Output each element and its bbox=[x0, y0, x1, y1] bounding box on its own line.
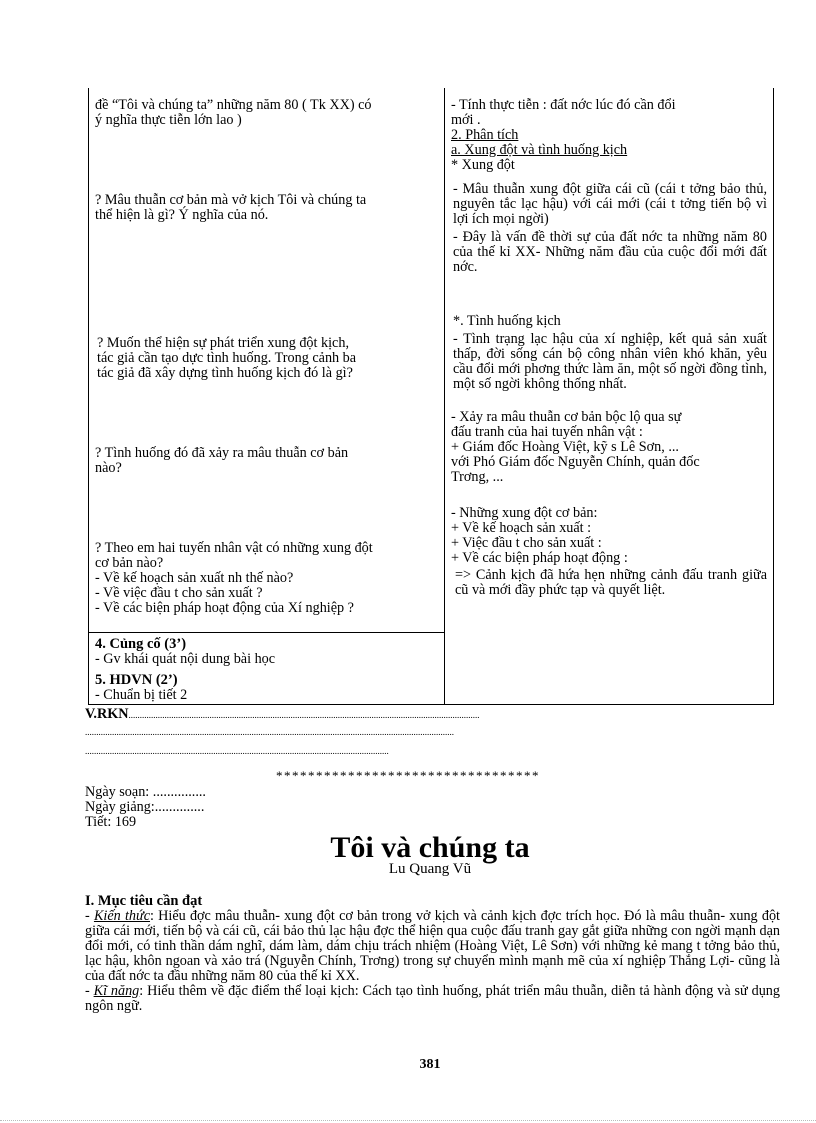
objectives-heading: I. Mục tiêu cần đạt bbox=[85, 893, 203, 909]
footer-rule bbox=[0, 1120, 816, 1121]
text-line: thể hiện là gì? Ý nghĩa của nó. bbox=[95, 207, 269, 223]
knowledge-paragraph: - Kiến thức: Hiểu đợc mâu thuẫn- xung đột cơ bản trong vở kịch và cảnh kịch đợc trích học. Đó là mâu thuẫn- xung đột giữa cái mới, tiến bộ và cái cũ, cái bảo thủ lạc hậu đợc thể hiện qua cuộc đấu tranh gay gắt giữa những con ngời mạnh dạn đổi mới, có tinh thần dám nghĩ, dám làm, dám chịu trách nhiệm (Hoàng Việt, Lê Sơn) với những kẻ mang t tởng bảo thủ, lạc hậu, khôn ngoan và xảo trá (Nguyễn Chính, Trơng) trong sự chuyển mình mạnh mẽ của xí nghiệp Thắng Lợi- cũng là của đất nớc ta đầu những năm 80 của thế kỉ XX. bbox=[85, 908, 780, 984]
right-basic-conflicts bbox=[451, 506, 769, 566]
objectives-section bbox=[85, 894, 780, 1014]
text-line: với Phó Giám đốc Nguyễn Chính, quản đốc bbox=[451, 454, 700, 470]
text-line: - Về việc đầu t cho sản xuất ? bbox=[95, 585, 263, 601]
right-conflict-text bbox=[453, 182, 767, 275]
date-prepared: Ngày soạn: ............... bbox=[85, 784, 206, 800]
text-line: - Về kế hoạch sản xuất nh thế nào? bbox=[95, 570, 294, 586]
text-paragraph: => Cảnh kịch đã hứa hẹn những cảnh đấu tranh giữa cũ và mới đầy phức tạp và quyết liệt. bbox=[455, 567, 767, 598]
table-middle-border bbox=[444, 88, 445, 705]
text-line: nào? bbox=[95, 460, 122, 476]
left-question-4 bbox=[95, 541, 440, 616]
text-paragraph: - Đây là vấn đề thời sự của đất nớc ta những năm 80 của thế kỉ XX- Những năm đầu của cuộc đổi mới đất nớc. bbox=[453, 229, 767, 275]
hdvn-section bbox=[95, 673, 440, 703]
right-situation bbox=[453, 314, 767, 392]
date-taught: Ngày giảng:.............. bbox=[85, 799, 205, 815]
right-conclusion bbox=[455, 568, 767, 598]
text-line: - Về các biện pháp hoạt động của Xí nghiệp ? bbox=[95, 600, 354, 616]
star-separator: ********************************* bbox=[276, 768, 540, 783]
knowledge-label: Kiến thức bbox=[93, 908, 151, 924]
lesson-meta bbox=[85, 785, 206, 830]
hdvn-heading: 5. HDVN (2’) bbox=[95, 672, 178, 688]
left-row-1 bbox=[95, 98, 440, 128]
table-right-border bbox=[773, 88, 774, 705]
analysis-heading: 2. Phân tích bbox=[451, 127, 519, 143]
skills-paragraph: - Kĩ năng: Hiểu thêm về đặc điểm thể loại kịch: Cách tạo tình huống, phát triển mâu thuẫn, diễn tả hành động và sử dụng ngôn ngữ. bbox=[85, 983, 780, 1014]
text-line: - Xảy ra mâu thuẫn cơ bản bộc lộ qua sự bbox=[451, 409, 682, 425]
text-line: + Việc đầu t cho sản xuất : bbox=[451, 535, 602, 551]
text-line: ? Muốn thể hiện sự phát triển xung đột kịch, bbox=[97, 335, 349, 351]
rkn-dots-line: ............................................................................................................................................................ bbox=[128, 710, 480, 720]
hdvn-text: - Chuẩn bị tiết 2 bbox=[95, 687, 188, 703]
text-paragraph: - Mâu thuẫn xung đột giữa cái cũ (cái t tởng bảo thủ, nguyên tắc lạc hậu) với cái mới (cái t tởng tiến bộ vì lợi ích mọi ngời) bbox=[453, 181, 767, 227]
rkn-label: V.RKN bbox=[85, 707, 129, 722]
text-line: tác giả đã xây dựng tình huống kịch đó là gì? bbox=[97, 365, 353, 381]
table-divider bbox=[88, 632, 445, 633]
text-paragraph: - Tình trạng lạc hậu của xí nghiệp, kết quả sản xuất thấp, đời sống cán bộ công nhân viên khó khăn, yêu cầu đổi mới phơng thức làm ăn, một số ngời đồng tình, một số ngời không thống nhất. bbox=[453, 331, 767, 392]
conflict-label: * Xung đột bbox=[451, 157, 515, 173]
text-line: mới . bbox=[451, 112, 481, 128]
rkn-dots-line: ....................................................................................................................................... bbox=[85, 746, 389, 756]
text-line: tác giả cần tạo dực tình huống. Trong cảnh ba bbox=[97, 350, 357, 366]
text-line: - Tính thực tiễn : đất nớc lúc đó cần đổi bbox=[451, 97, 676, 113]
cung-co-text: - Gv khái quát nội dung bài học bbox=[95, 651, 276, 667]
author: Lu Quang Vũ bbox=[388, 861, 472, 877]
table-bottom-border bbox=[88, 704, 774, 705]
left-question-1 bbox=[95, 193, 440, 223]
text-line: Trơng, ... bbox=[451, 469, 504, 485]
text-line: + Về kế hoạch sản xuất : bbox=[451, 520, 592, 536]
left-question-3 bbox=[95, 446, 440, 476]
text-line: ? Mâu thuẫn cơ bản mà vở kịch Tôi và chúng ta bbox=[95, 192, 367, 208]
text-line: + Giám đốc Hoàng Việt, kỹ s Lê Sơn, ... bbox=[451, 439, 679, 455]
cung-co-heading: 4. Củng cố (3’) bbox=[95, 636, 187, 652]
text-line: đề “Tôi và chúng ta” những năm 80 ( Tk XX) có bbox=[95, 97, 372, 113]
knowledge-text: : Hiểu đợc mâu thuẫn- xung đột cơ bản trong vở kịch và cảnh kịch đợc trích học. Đó là mâu thuẫn- xung đột giữa cái mới, tiến bộ và cái cũ, cái bảo thủ lạc hậu đợc thể hiện qua cuộc đấu tranh gay gắt giữa những con ngời mạnh dạn đổi mới, có tinh thần dám nghĩ, dám làm, dám chịu trách nhiệm (Hoàng Việt, Lê Sơn) với những kẻ mang t tởng bảo thủ, lạc hậu, khôn ngoan và xảo trá (Nguyễn Chính, Trơng) trong sự chuyển mình mạnh mẽ của xí nghiệp Thắng Lợi- cũng là của đất nớc ta đầu những năm 80 của thế kỉ XX. bbox=[85, 908, 780, 984]
text-line: ? Theo em hai tuyến nhân vật có những xung đột bbox=[95, 540, 373, 556]
table-left-border bbox=[88, 88, 89, 705]
text-line: cơ bản nào? bbox=[95, 555, 164, 571]
text-line: ý nghĩa thực tiễn lớn lao ) bbox=[95, 112, 242, 128]
right-row-1 bbox=[451, 98, 769, 173]
skills-label: Kĩ năng bbox=[93, 983, 140, 999]
left-question-2 bbox=[97, 336, 442, 381]
rkn-dots-line: .................................................................................................................................................................... bbox=[85, 727, 454, 737]
situation-label: *. Tình huống kịch bbox=[453, 313, 561, 329]
rkn-block bbox=[85, 707, 685, 759]
cung-co-section bbox=[95, 637, 440, 667]
text-line: đấu tranh của hai tuyến nhân vật : bbox=[451, 424, 643, 440]
text-line: ? Tình huống đó đã xảy ra mâu thuẫn cơ bản bbox=[95, 445, 349, 461]
page-number: 381 bbox=[419, 1057, 441, 1072]
conflict-subheading: a. Xung đột và tình huống kịch bbox=[451, 142, 628, 158]
right-characters bbox=[451, 410, 769, 485]
skills-text: : Hiểu thêm về đặc điểm thể loại kịch: Cách tạo tình huống, phát triển mâu thuẫn, diễn tả hành động và sử dụng ngôn ngữ. bbox=[85, 983, 780, 1014]
lesson-number: Tiết: 169 bbox=[85, 814, 137, 830]
text-line: + Về các biện pháp hoạt động : bbox=[451, 550, 628, 566]
lesson-title: Tôi và chúng ta bbox=[330, 831, 530, 864]
text-line: - Những xung đột cơ bản: bbox=[451, 505, 598, 521]
